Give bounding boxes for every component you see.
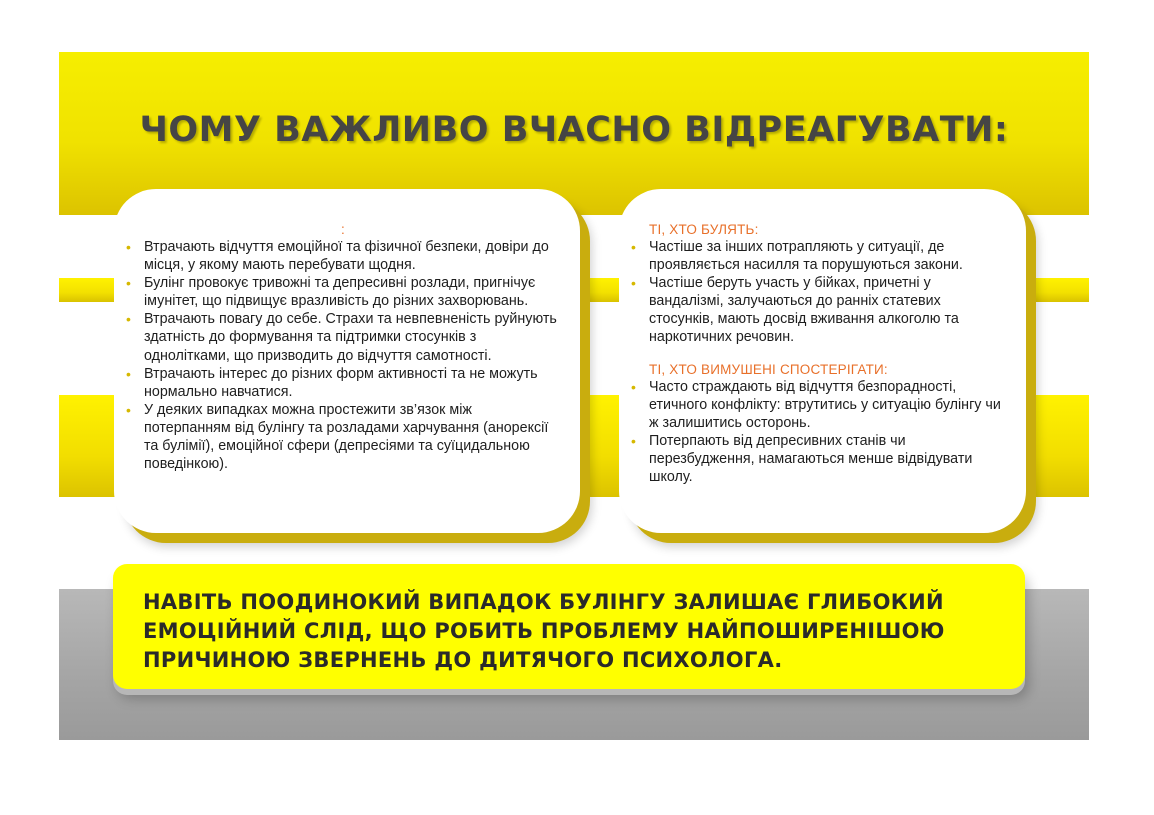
observers-heading: ТІ, ХТО ВИМУШЕНІ СПОСТЕРІГАТИ: bbox=[649, 361, 888, 377]
bullet-icon: • bbox=[631, 432, 636, 449]
bullet-icon: • bbox=[126, 311, 131, 328]
bullet-icon: • bbox=[631, 378, 636, 395]
bullies-observers-card bbox=[619, 189, 1026, 533]
list-item: • Булінг провокує тривожні та депресивні розлади, пригнічує імунітет, що підвищує вразливість до різних захворювань. bbox=[126, 275, 536, 310]
list-item: • Втрачають інтерес до різних форм активності та не можуть нормально навчатися. bbox=[126, 365, 538, 400]
bullet-icon: • bbox=[126, 239, 131, 255]
consequences-victims-card bbox=[114, 189, 580, 533]
left-card-heading: : bbox=[341, 222, 345, 237]
bullies-heading: ТІ, ХТО БУЛЯТЬ: bbox=[649, 222, 759, 237]
bullet-icon: • bbox=[126, 275, 131, 292]
list-item: • Втрачають відчуття емоційної та фізичної безпеки, довіри до місця, у якому мають перебувати щодня. bbox=[126, 239, 549, 274]
list-item: • Втрачають повагу до себе. Страхи та невпевненість руйнують здатність до формування та підтримки стосунків з однолітками, що призводить до відчуття самотності. bbox=[126, 311, 557, 364]
conclusion-banner: НАВІТЬ ПООДИНОКИЙ ВИПАДОК БУЛІНГУ ЗАЛИШАЄ ГЛИБОКИЙ ЕМОЦІЙНИЙ СЛІД, ЩО РОБИТЬ ПРОБЛЕМУ НАЙПОШИРЕНІШОЮ ПРИЧИНОЮ ЗВЕРНЕНЬ ДО ДИТЯЧОГО ПСИХОЛОГА. bbox=[113, 564, 1025, 689]
list-item: • Потерпають від депресивних станів чи перезбудження, намагаються менше відвідувати школу. bbox=[631, 432, 973, 486]
list-item: • Часто страждають від відчуття безпорадності, етичного конфлікту: втрутитись у ситуацію булінгу чи ж залишитись осторонь. bbox=[631, 378, 1001, 431]
bullies-consequences-list bbox=[629, 238, 1008, 347]
poster-title: ЧОМУ ВАЖЛИВО ВЧАСНО ВІДРЕАГУВАТИ: bbox=[139, 110, 1009, 150]
list-item: • У деяких випадках можна простежити зв’язок між потерпанням від булінгу та розладами харчування (анорексії та булімії), емоційної сфери (депресіями та суїцидальною поведінкою). bbox=[126, 401, 549, 473]
bullet-icon: • bbox=[126, 401, 131, 418]
list-item: • Частіше за інших потрапляють у ситуації, де проявляється насилля та порушуються закони. bbox=[631, 239, 963, 274]
bullet-icon: • bbox=[631, 275, 636, 292]
bullet-icon: • bbox=[126, 365, 131, 382]
observers-consequences-list bbox=[629, 378, 1008, 487]
poster bbox=[59, 52, 1089, 740]
bullet-icon: • bbox=[631, 239, 636, 255]
victims-consequences-list bbox=[124, 238, 562, 473]
list-item: • Частіше беруть участь у бійках, причетні у вандалізмі, залучаються до ранніх статевих стосунків, мають досвід вживання алкоголю та наркотичних речовин. bbox=[631, 275, 959, 346]
